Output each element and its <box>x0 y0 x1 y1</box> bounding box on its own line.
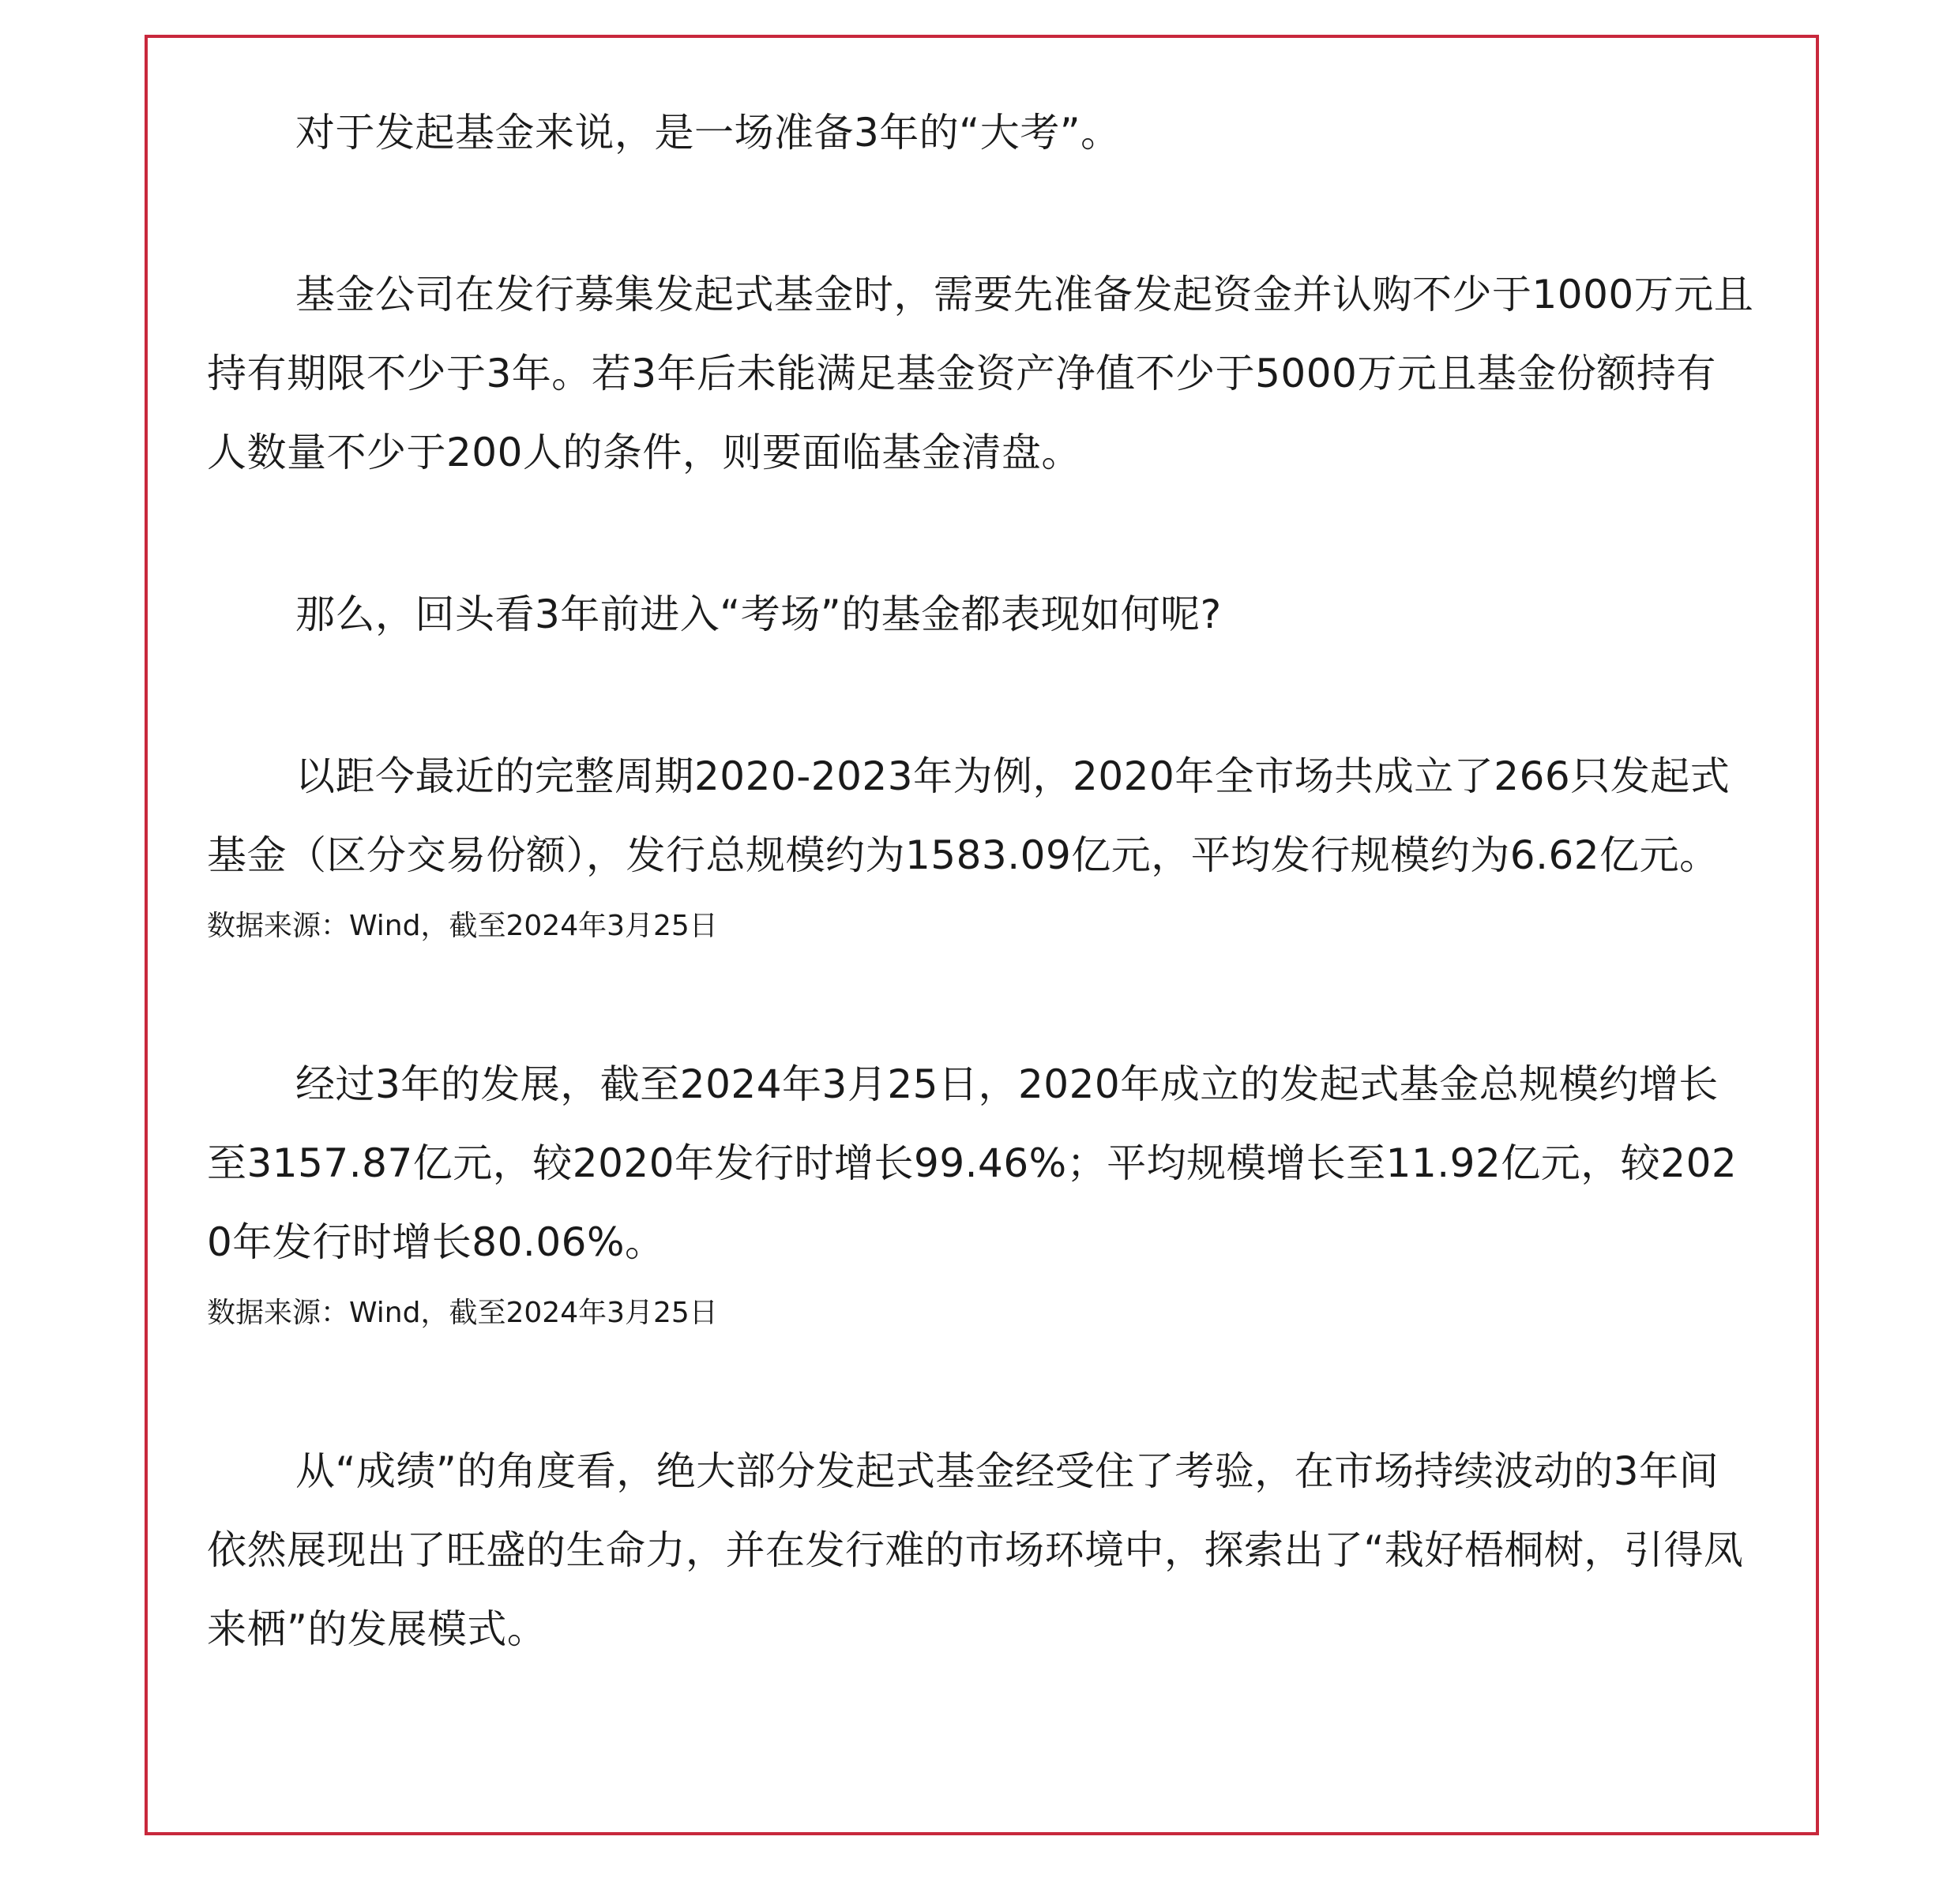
article-body <box>207 93 1755 1669</box>
data-source-note: 数据来源：Wind，截至2024年3月25日 <box>207 1297 718 1329</box>
article-frame <box>145 35 1819 1835</box>
paragraph-question: 那么，回头看3年前进入“考场”的基金都表现如何呢? <box>295 591 1222 637</box>
paragraph-intro: 对于发起基金来说，是一场准备3年的“大考”。 <box>295 110 1121 156</box>
paragraph-2020-stats: 以距今最近的完整周期2020-2023年为例，2020年全市场共成立了266只发起式基金（区分交易份额），发行总规模约为1583.09亿元，平均发行规模约为6.62亿元。 <box>207 753 1731 878</box>
data-source-note: 数据来源：Wind，截至2024年3月25日 <box>207 910 718 942</box>
paragraph-fund-rules: 基金公司在发行募集发起式基金时，需要先准备发起资金并认购不少于1000万元且持有期限不少于3年。若3年后未能满足基金资产净值不少于5000万元且基金份额持有人数量不少于200人的条件，则要面临基金清盘。 <box>207 272 1754 475</box>
paragraph-conclusion: 从“成绩”的角度看，绝大部分发起式基金经受住了考验，在市场持续波动的3年间依然展现出了旺盛的生命力，并在发行难的市场环境中，探索出了“栽好梧桐树，引得凤来栖”的发展模式。 <box>207 1448 1744 1652</box>
paragraph-growth-stats: 经过3年的发展，截至2024年3月25日，2020年成立的发起式基金总规模约增长至3157.87亿元，较2020年发行时增长99.46%；平均规模增长至11.92亿元，较2020年发行时增长80.06%。 <box>207 1061 1738 1265</box>
